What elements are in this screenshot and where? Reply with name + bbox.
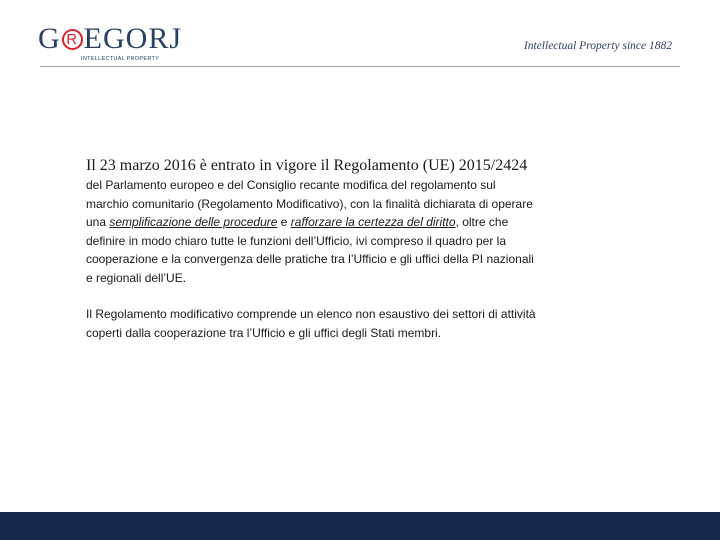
logo-letters: EGORJ [83,22,183,55]
header-divider [40,66,680,67]
paragraph-1-text-b: e [277,215,291,229]
paragraph-1-text-c: , oltre che definire in modo chiaro tutte le funzioni dell’Ufficio, ivi compreso il quadro per la cooperazione e la convergenza delle pratiche tra l’Ufficio e gli uffici della PI nazionali e regionali dell’UE. [86,215,534,285]
logo-wordmark [38,24,198,54]
simplification-link: semplificazione delle procedure [109,215,278,229]
logo-subtitle: INTELLECTUAL PROPERTY [81,56,160,62]
legal-certainty-link: rafforzare la certezza del diritto [290,215,456,229]
tagline: Intellectual Property since 1882 [523,40,672,52]
paragraph-1 [86,156,536,287]
paragraph-1-text-a: del Parlamento europeo e del Consiglio recante modifica del regolamento sul marchio comunitario (Regolamento Modificativo), con la finalità dichiarata di operare una [86,178,533,229]
logo-letter-g: G [38,22,61,55]
footer-bar [0,512,720,540]
gregorj-logo [38,24,198,64]
lead-sentence: Il 23 marzo 2016 è entrato in vigore il Regolamento (UE) 2015/2424 [86,157,528,174]
paragraph-2: Il Regolamento modificativo comprende un elenco non esaustivo dei settori di attività coperti dalla cooperazione tra l’Ufficio e gli uffici degli Stati membri. [86,307,536,340]
registered-mark-icon: R [62,29,83,50]
main-content [86,156,536,342]
